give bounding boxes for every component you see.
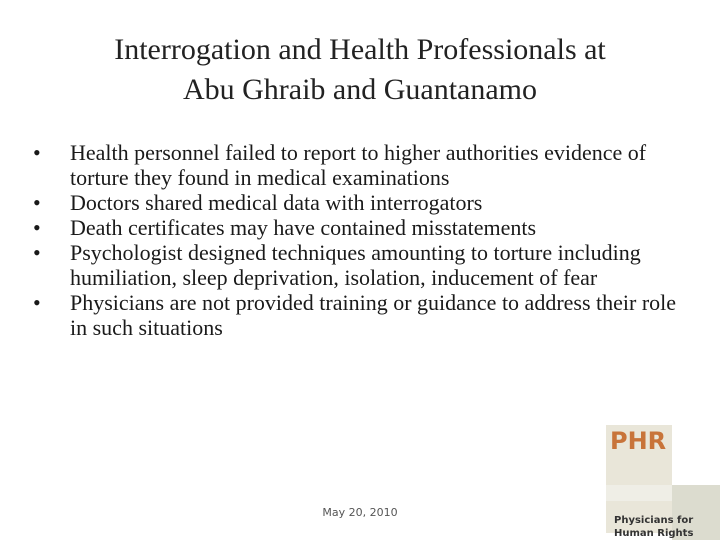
bullet-text: Psychologist designed techniques amounting to torture including humiliation, sleep deprivation, isolation, inducement of fear [70, 240, 641, 290]
bullet-text: Doctors shared medical data with interrogators [70, 190, 483, 215]
bullet-marker: • [33, 190, 41, 215]
bullet-text: Death certificates may have contained misstatements [70, 215, 537, 240]
bullet-marker: • [33, 140, 41, 165]
slide-title-line-2: Abu Ghraib and Guantanamo [182, 73, 538, 106]
bullet-text: Health personnel failed to report to higher authorities evidence of torture they found in medical examinations [70, 140, 647, 190]
bullet-item [30, 140, 690, 190]
slide-title [30, 30, 690, 110]
bullet-text: Physicians are not provided training or guidance to address their role in such situations [70, 290, 677, 340]
bullet-item [30, 215, 690, 240]
bullet-marker: • [33, 290, 41, 315]
logo-org-name-line-2: Human Rights [614, 528, 694, 539]
bullet-item [30, 240, 690, 290]
logo-org-name [614, 514, 693, 540]
logo-org-name-line-1: Physicians for [614, 515, 694, 526]
bullet-item [30, 190, 690, 215]
logo-abbrev: PHR [610, 427, 667, 455]
bullet-list [30, 140, 690, 340]
bullet-marker: • [33, 240, 41, 265]
logo-panel-mid [606, 485, 672, 501]
bullet-item [30, 290, 690, 340]
bullet-marker: • [33, 215, 41, 240]
footer-date: May 20, 2010 [322, 506, 398, 519]
phr-logo [606, 425, 720, 540]
slide-title-line-1: Interrogation and Health Professionals at [114, 33, 606, 66]
